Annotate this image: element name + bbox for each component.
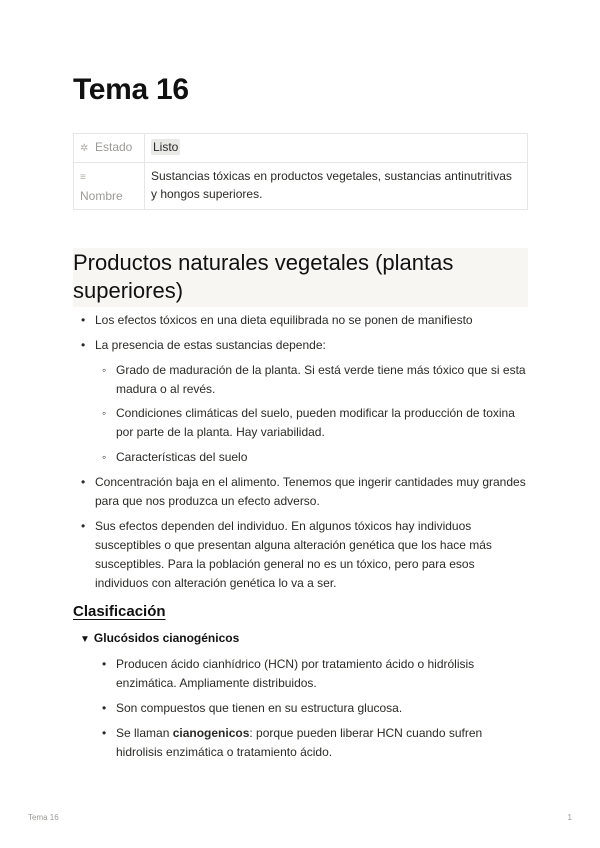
list-item: • Concentración baja en el alimento. Tenemos que ingerir cantidades muy grandes para que nos produzca un efecto adverso. — [95, 473, 528, 511]
section-heading: Productos naturales vegetales (plantas superiores) — [73, 248, 528, 307]
page-title: Tema 16 — [73, 73, 189, 106]
status-tag: Listo — [153, 140, 179, 154]
property-value-cell[interactable] — [145, 163, 528, 210]
list-item: • La presencia de estas sustancias depende: — [95, 336, 528, 355]
property-key-cell — [74, 134, 145, 163]
bold-term: cianogenicos — [172, 726, 250, 740]
subsection-heading: Clasificación — [73, 603, 166, 620]
footer-page-number: 1 — [567, 813, 572, 822]
toggle-bullet-list — [116, 699, 528, 718]
property-key: Nombre — [80, 189, 123, 203]
toggle-arrow-icon[interactable]: ▼ — [80, 634, 90, 645]
property-row-nombre — [74, 163, 528, 210]
property-key-cell — [74, 163, 145, 210]
toggle-glucosidos[interactable] — [80, 631, 239, 645]
bullet-list — [95, 473, 528, 511]
loader-icon: ✲ — [80, 143, 89, 154]
toggle-bullet-list — [116, 655, 528, 693]
toggle-label: Glucósidos cianogénicos — [93, 631, 240, 645]
sub-list-item: ◦ Grado de maduración de la planta. Si está verde tiene más tóxico que si esta madura o al revés. — [116, 361, 528, 399]
item-text: : porque pueden liberar HCN cuando sufren hidrolisis enzimática o tratamiento ácido. — [116, 726, 483, 759]
list-item: • Producen ácido cianhídrico (HCN) por tratamiento ácido o hidrólisis enzimática. Ampliamente distribuidos. — [116, 655, 528, 693]
property-value: Sustancias tóxicas en productos vegetales, sustancias antinutritivas y hongos superiores. — [151, 169, 512, 201]
bullet-list — [95, 336, 528, 355]
list-item: • Sus efectos dependen del individuo. En algunos tóxicos hay individuos susceptibles o que presentan alguna alteración genética que los hace más susceptibles. Para la población general no es un tóxico, pero para esos individuos con alteración genética lo va a ser. — [95, 517, 528, 593]
list-item: • Los efectos tóxicos en una dieta equilibrada no se ponen de manifiesto — [95, 311, 528, 330]
properties-table — [73, 133, 528, 210]
bullet-list — [95, 517, 528, 593]
list-item: • Son compuestos que tienen en su estructura glucosa. — [116, 699, 528, 718]
sub-list-item: ◦ Características del suelo — [116, 448, 528, 467]
property-key: Estado — [95, 140, 133, 154]
footer-title: Tema 16 — [28, 813, 59, 822]
text-lines-icon: ≡ — [80, 172, 86, 183]
property-row-estado — [74, 134, 528, 163]
sub-bullet-list — [116, 448, 528, 467]
sub-bullet-list — [116, 361, 528, 399]
list-item — [116, 724, 528, 762]
bullet-list — [95, 311, 528, 330]
property-value-cell[interactable] — [145, 134, 528, 163]
toggle-bullet-list — [116, 724, 528, 762]
sub-bullet-list — [116, 404, 528, 442]
sub-list-item: ◦ Condiciones climáticas del suelo, pueden modificar la producción de toxina por parte de la planta. Hay variabilidad. — [116, 404, 528, 442]
item-text: Se llaman — [116, 726, 173, 740]
